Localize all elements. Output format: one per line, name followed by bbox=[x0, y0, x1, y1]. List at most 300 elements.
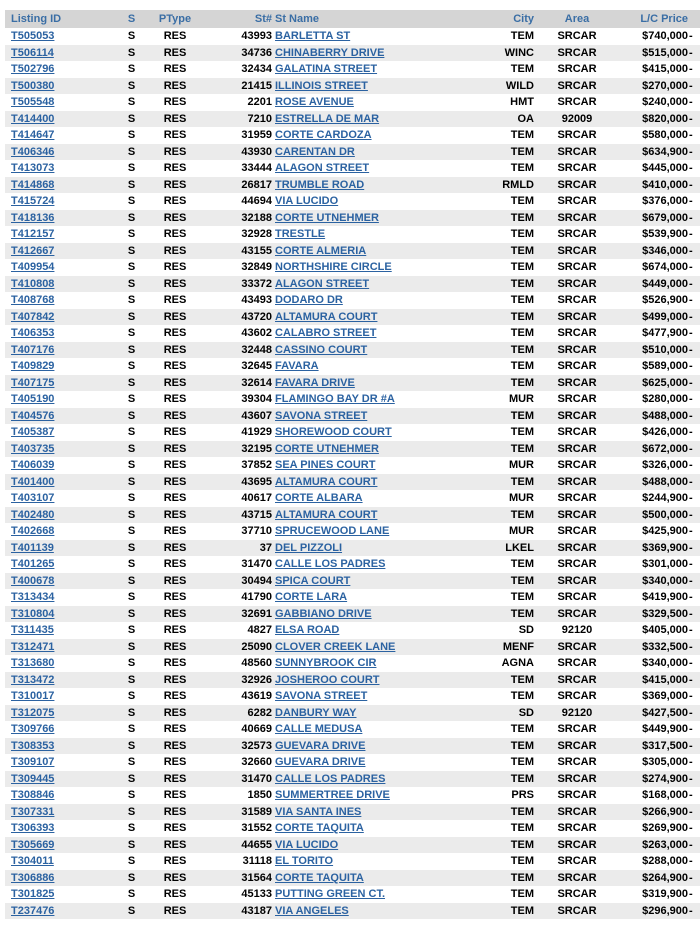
listing-id-link[interactable]: T405387 bbox=[11, 426, 55, 438]
st-name-link[interactable]: ALTAMURA COURT bbox=[275, 310, 378, 323]
cell-s: S bbox=[127, 838, 136, 851]
table-row bbox=[5, 754, 700, 771]
st-name-link[interactable]: CLOVER CREEK LANE bbox=[275, 640, 396, 653]
listing-id-link[interactable]: T414647 bbox=[11, 129, 55, 141]
cell-listing-id bbox=[5, 540, 118, 557]
st-name-link[interactable]: ALTAMURA COURT bbox=[275, 508, 378, 521]
cell-area: SRCAR bbox=[557, 657, 597, 669]
st-name-link[interactable]: CORTE TAQUITA bbox=[275, 822, 364, 834]
price-suffix: - bbox=[689, 591, 693, 603]
st-name-link[interactable]: VIA SANTA INES bbox=[275, 805, 362, 818]
cell-area: 92009 bbox=[561, 112, 593, 125]
listing-id-link[interactable]: T312471 bbox=[11, 640, 55, 653]
cell-st-num: 31589 bbox=[241, 805, 272, 818]
st-name-link[interactable]: CALLE LOS PADRES bbox=[275, 772, 386, 785]
st-name-link[interactable]: NORTHSHIRE CIRCLE bbox=[275, 261, 392, 273]
st-name-link[interactable]: ROSE AVENUE bbox=[275, 96, 354, 108]
cell-city: TEM bbox=[510, 607, 534, 620]
cell-price: $168,000 bbox=[642, 789, 688, 801]
listing-id-link[interactable]: T506114 bbox=[11, 46, 54, 59]
listing-id-link[interactable]: T505548 bbox=[11, 96, 55, 108]
listing-id-link[interactable]: T407176 bbox=[11, 343, 55, 356]
cell-s: S bbox=[127, 690, 136, 702]
cell-city: MUR bbox=[508, 459, 534, 471]
cell-ptype: RES bbox=[163, 822, 187, 834]
st-name-link[interactable]: SHOREWOOD COURT bbox=[275, 426, 392, 438]
listing-id-link[interactable]: T406346 bbox=[11, 145, 55, 158]
listing-id-link[interactable]: T306886 bbox=[11, 871, 55, 884]
st-name-link[interactable]: CORTE UTNEHMER bbox=[275, 442, 379, 455]
cell-st-name bbox=[272, 540, 462, 557]
cell-ptype: RES bbox=[163, 79, 187, 92]
cell-listing-id bbox=[5, 589, 118, 606]
cell-listing-id bbox=[5, 672, 118, 689]
listing-id-link[interactable]: T402480 bbox=[11, 508, 55, 521]
st-name-link[interactable]: CORTE ALMERIA bbox=[275, 244, 367, 257]
column-header-area[interactable]: Area bbox=[564, 13, 590, 25]
cell-ptype: RES bbox=[163, 640, 187, 653]
cell-st-name bbox=[272, 787, 462, 804]
table-row bbox=[5, 853, 700, 870]
cell-st-num: 48560 bbox=[241, 657, 272, 669]
st-name-link[interactable]: SAVONA STREET bbox=[275, 409, 368, 422]
listing-id-link[interactable]: T404576 bbox=[11, 409, 55, 422]
cell-listing-id bbox=[5, 144, 118, 161]
cell-st-name bbox=[272, 144, 462, 161]
cell-listing-id bbox=[5, 870, 118, 887]
cell-s: S bbox=[127, 63, 136, 75]
st-name-link[interactable]: ESTRELLA DE MAR bbox=[275, 112, 380, 125]
listing-id-link[interactable]: T500380 bbox=[11, 79, 55, 92]
listing-id-link[interactable]: T412667 bbox=[11, 244, 55, 257]
st-name-link[interactable]: CORTE ALBARA bbox=[275, 492, 363, 504]
cell-st-num: 32645 bbox=[241, 360, 272, 372]
cell-s: S bbox=[127, 393, 136, 405]
cell-city: SD bbox=[518, 706, 534, 719]
listing-id-link[interactable]: T409954 bbox=[11, 261, 55, 273]
price-suffix: - bbox=[689, 690, 693, 702]
st-name-link[interactable]: FLAMINGO BAY DR #A bbox=[275, 393, 395, 405]
listing-id-link[interactable]: T308846 bbox=[11, 789, 55, 801]
cell-s: S bbox=[127, 525, 136, 537]
cell-st-name bbox=[272, 738, 462, 755]
st-name-link[interactable]: TRUMBLE ROAD bbox=[275, 178, 365, 191]
cell-s: S bbox=[127, 360, 136, 372]
st-name-link[interactable]: GUEVARA DRIVE bbox=[275, 756, 366, 768]
cell-ptype: RES bbox=[163, 162, 187, 174]
price-suffix: - bbox=[689, 442, 693, 455]
cell-st-num: 31470 bbox=[241, 558, 272, 570]
cell-ptype: RES bbox=[163, 558, 187, 570]
column-header-st-num[interactable]: St# bbox=[254, 13, 272, 25]
cell-st-num: 37 bbox=[259, 541, 272, 554]
st-name-link[interactable]: ELSA ROAD bbox=[275, 624, 340, 636]
cell-city: TEM bbox=[510, 343, 534, 356]
listing-id-link[interactable]: T403107 bbox=[11, 492, 55, 504]
listing-id-link[interactable]: T403735 bbox=[11, 442, 55, 455]
listing-id-link[interactable]: T405190 bbox=[11, 393, 55, 405]
listing-id-link[interactable]: T505053 bbox=[11, 30, 55, 42]
cell-listing-id bbox=[5, 738, 118, 755]
st-name-link[interactable]: SAVONA STREET bbox=[275, 690, 368, 702]
table-row bbox=[5, 705, 700, 722]
cell-st-num: 33372 bbox=[241, 277, 272, 290]
cell-listing-id bbox=[5, 375, 118, 392]
listing-id-link[interactable]: T305669 bbox=[11, 838, 55, 851]
cell-st-num: 32434 bbox=[241, 63, 272, 75]
cell-st-num: 6282 bbox=[247, 706, 272, 719]
st-name-link[interactable]: CHINABERRY DRIVE bbox=[275, 46, 385, 59]
column-header-price[interactable]: L/C Price bbox=[640, 13, 688, 25]
cell-area: SRCAR bbox=[557, 459, 597, 471]
table-row bbox=[5, 160, 700, 177]
st-name-link[interactable]: CALLE LOS PADRES bbox=[275, 558, 386, 570]
price-suffix: - bbox=[689, 739, 693, 752]
listing-id-link[interactable]: T502796 bbox=[11, 63, 55, 75]
st-name-link[interactable]: SPRUCEWOOD LANE bbox=[275, 525, 390, 537]
st-name-link[interactable]: CORTE LARA bbox=[275, 591, 348, 603]
column-header-st-name[interactable]: St Name bbox=[275, 13, 320, 25]
cell-st-name bbox=[272, 292, 462, 309]
table-row bbox=[5, 391, 700, 408]
listing-id-link[interactable]: T414400 bbox=[11, 112, 55, 125]
cell-price: $240,000 bbox=[642, 96, 688, 108]
cell-price: $488,000 bbox=[642, 475, 688, 488]
cell-ptype: RES bbox=[163, 360, 187, 372]
st-name-link[interactable]: ALAGON STREET bbox=[275, 162, 370, 174]
price-suffix: - bbox=[689, 541, 693, 554]
listing-id-link[interactable]: T313680 bbox=[11, 657, 55, 669]
cell-listing-id bbox=[5, 490, 118, 507]
column-header-city[interactable]: City bbox=[513, 13, 534, 25]
cell-ptype: RES bbox=[163, 805, 187, 818]
listing-id-link[interactable]: T406039 bbox=[11, 459, 55, 471]
cell-st-num: 21415 bbox=[241, 79, 272, 92]
cell-s: S bbox=[127, 277, 136, 290]
cell-s: S bbox=[127, 558, 136, 570]
st-name-link[interactable]: CORTE UTNEHMER bbox=[275, 211, 379, 224]
cell-city: TEM bbox=[510, 739, 534, 752]
st-name-link[interactable]: PUTTING GREEN CT. bbox=[275, 888, 386, 900]
table-row bbox=[5, 771, 700, 788]
listing-id-link[interactable]: T414868 bbox=[11, 178, 55, 191]
listing-id-link[interactable]: T401265 bbox=[11, 558, 55, 570]
cell-s: S bbox=[127, 657, 136, 669]
cell-area: SRCAR bbox=[557, 63, 597, 75]
cell-city: TEM bbox=[510, 145, 534, 158]
cell-ptype: RES bbox=[163, 756, 187, 768]
cell-ptype: RES bbox=[163, 541, 187, 554]
listing-id-link[interactable]: T313434 bbox=[11, 591, 55, 603]
cell-s: S bbox=[127, 228, 136, 240]
cell-ptype: RES bbox=[163, 327, 187, 339]
table-row bbox=[5, 787, 700, 804]
cell-s: S bbox=[127, 706, 136, 719]
st-name-link[interactable]: SEA PINES COURT bbox=[275, 459, 376, 471]
st-name-link[interactable]: BARLETTA ST bbox=[275, 30, 351, 42]
price-suffix: - bbox=[689, 888, 693, 900]
cell-ptype: RES bbox=[163, 129, 187, 141]
cell-city: HMT bbox=[510, 96, 534, 108]
cell-area: SRCAR bbox=[557, 690, 597, 702]
st-name-link[interactable]: GABBIANO DRIVE bbox=[275, 607, 372, 620]
cell-s: S bbox=[127, 343, 136, 356]
st-name-link[interactable]: ALTAMURA COURT bbox=[275, 475, 378, 488]
listing-id-link[interactable]: T418136 bbox=[11, 211, 55, 224]
st-name-link[interactable]: CASSINO COURT bbox=[275, 343, 368, 356]
price-suffix: - bbox=[689, 640, 693, 653]
cell-area: SRCAR bbox=[557, 888, 597, 900]
cell-ptype: RES bbox=[163, 525, 187, 537]
cell-st-name bbox=[272, 177, 462, 194]
price-suffix: - bbox=[689, 624, 693, 636]
st-name-link[interactable]: GUEVARA DRIVE bbox=[275, 739, 366, 752]
listing-id-link[interactable]: T311435 bbox=[11, 624, 54, 636]
st-name-link[interactable]: CARENTAN DR bbox=[275, 145, 355, 158]
cell-listing-id bbox=[5, 210, 118, 227]
st-name-link[interactable]: CALABRO STREET bbox=[275, 327, 377, 339]
cell-st-num: 30494 bbox=[241, 574, 272, 587]
cell-listing-id bbox=[5, 441, 118, 458]
st-name-link[interactable]: CALLE MEDUSA bbox=[275, 723, 363, 735]
cell-ptype: RES bbox=[163, 657, 187, 669]
cell-area: SRCAR bbox=[557, 805, 597, 818]
listing-id-link[interactable]: T306393 bbox=[11, 822, 55, 834]
cell-st-num: 32195 bbox=[241, 442, 272, 455]
cell-city: TEM bbox=[510, 63, 534, 75]
cell-st-name bbox=[272, 441, 462, 458]
cell-ptype: RES bbox=[163, 409, 187, 422]
cell-ptype: RES bbox=[163, 706, 187, 719]
cell-area: SRCAR bbox=[557, 228, 597, 240]
listing-id-link[interactable]: T309445 bbox=[11, 772, 55, 785]
cell-st-name bbox=[272, 226, 462, 243]
cell-city: MENF bbox=[502, 640, 534, 653]
cell-city: LKEL bbox=[505, 541, 534, 554]
cell-area: SRCAR bbox=[557, 855, 597, 867]
cell-city: TEM bbox=[510, 888, 534, 900]
cell-area: 92120 bbox=[561, 624, 593, 636]
listing-id-link[interactable]: T313472 bbox=[11, 673, 55, 686]
cell-ptype: RES bbox=[163, 772, 187, 785]
table-row bbox=[5, 507, 700, 524]
cell-price: $340,000 bbox=[642, 657, 688, 669]
cell-city: TEM bbox=[510, 723, 534, 735]
table-row bbox=[5, 655, 700, 672]
cell-listing-id bbox=[5, 111, 118, 128]
cell-s: S bbox=[127, 871, 136, 884]
cell-price: $346,000 bbox=[642, 244, 688, 257]
cell-price: $820,000 bbox=[642, 112, 688, 125]
cell-s: S bbox=[127, 162, 136, 174]
cell-area: SRCAR bbox=[557, 574, 597, 587]
listing-id-link[interactable]: T310017 bbox=[11, 690, 55, 702]
cell-st-name bbox=[272, 424, 462, 441]
cell-listing-id bbox=[5, 606, 118, 623]
cell-listing-id bbox=[5, 358, 118, 375]
cell-city: MUR bbox=[508, 393, 534, 405]
listing-id-link[interactable]: T406353 bbox=[11, 327, 55, 339]
price-suffix: - bbox=[689, 310, 693, 323]
cell-area: SRCAR bbox=[557, 442, 597, 455]
price-suffix: - bbox=[689, 855, 693, 867]
price-suffix: - bbox=[689, 805, 693, 818]
price-suffix: - bbox=[689, 459, 693, 471]
cell-city: TEM bbox=[510, 277, 534, 290]
listing-id-link[interactable]: T409829 bbox=[11, 360, 55, 372]
price-suffix: - bbox=[689, 426, 693, 438]
cell-s: S bbox=[127, 294, 136, 306]
listing-id-link[interactable]: T413073 bbox=[11, 162, 55, 174]
cell-st-num: 43187 bbox=[241, 904, 272, 917]
cell-city: TEM bbox=[510, 261, 534, 273]
cell-city: MUR bbox=[508, 525, 534, 537]
listing-id-link[interactable]: T309107 bbox=[11, 756, 55, 768]
st-name-link[interactable]: ILLINOIS STREET bbox=[275, 79, 368, 92]
cell-st-num: 40669 bbox=[241, 723, 272, 735]
cell-s: S bbox=[127, 805, 136, 818]
cell-city: RMLD bbox=[502, 178, 534, 191]
cell-price: $515,000 bbox=[642, 46, 688, 59]
st-name-link[interactable]: DEL PIZZOLI bbox=[275, 541, 343, 554]
cell-s: S bbox=[127, 327, 136, 339]
st-name-link[interactable]: CORTE CARDOZA bbox=[275, 129, 372, 141]
listing-id-link[interactable]: T412157 bbox=[11, 228, 55, 240]
listing-id-link[interactable]: T312075 bbox=[11, 706, 55, 719]
cell-ptype: RES bbox=[163, 723, 187, 735]
st-name-link[interactable]: VIA LUCIDO bbox=[275, 838, 339, 851]
price-suffix: - bbox=[689, 79, 693, 92]
st-name-link[interactable]: SUNNYBROOK CIR bbox=[275, 657, 377, 669]
cell-price: $425,900 bbox=[642, 525, 688, 537]
listing-id-link[interactable]: T310804 bbox=[11, 607, 55, 620]
cell-price: $405,000 bbox=[642, 624, 688, 636]
listing-id-link[interactable]: T309766 bbox=[11, 723, 55, 735]
price-suffix: - bbox=[689, 244, 693, 257]
listing-id-link[interactable]: T415724 bbox=[11, 195, 55, 207]
listing-id-link[interactable]: T407842 bbox=[11, 310, 55, 323]
column-header-ptype[interactable]: PType bbox=[158, 13, 192, 25]
cell-st-num: 43930 bbox=[241, 145, 272, 158]
listings-table bbox=[5, 10, 700, 919]
st-name-link[interactable]: DODARO DR bbox=[275, 294, 343, 306]
cell-area: SRCAR bbox=[557, 789, 597, 801]
cell-price: $415,000 bbox=[642, 673, 688, 686]
cell-st-name bbox=[272, 589, 462, 606]
listing-id-link[interactable]: T408768 bbox=[11, 294, 55, 306]
cell-ptype: RES bbox=[163, 178, 187, 191]
cell-st-name bbox=[272, 903, 462, 920]
cell-listing-id bbox=[5, 193, 118, 210]
cell-s: S bbox=[127, 96, 136, 108]
price-suffix: - bbox=[689, 360, 693, 372]
table-row bbox=[5, 523, 700, 540]
listing-id-link[interactable]: T407175 bbox=[11, 376, 55, 389]
cell-st-name bbox=[272, 754, 462, 771]
cell-price: $419,900 bbox=[642, 591, 688, 603]
table-row bbox=[5, 45, 700, 62]
listing-id-link[interactable]: T308353 bbox=[11, 739, 55, 752]
cell-s: S bbox=[127, 591, 136, 603]
price-suffix: - bbox=[689, 574, 693, 587]
st-name-link[interactable]: GALATINA STREET bbox=[275, 63, 378, 75]
cell-area: SRCAR bbox=[557, 640, 597, 653]
cell-s: S bbox=[127, 145, 136, 158]
st-name-link[interactable]: CORTE TAQUITA bbox=[275, 871, 364, 884]
cell-listing-id bbox=[5, 622, 118, 639]
cell-st-num: 33444 bbox=[241, 162, 272, 174]
listing-id-link[interactable]: T400678 bbox=[11, 574, 55, 587]
column-header-listing-id[interactable]: Listing ID bbox=[11, 13, 62, 25]
cell-ptype: RES bbox=[163, 393, 187, 405]
cell-area: SRCAR bbox=[557, 178, 597, 191]
st-name-link[interactable]: FAVARA DRIVE bbox=[275, 376, 355, 389]
listing-id-link[interactable]: T237476 bbox=[11, 904, 55, 917]
listing-id-link[interactable]: T402668 bbox=[11, 525, 55, 537]
cell-st-name bbox=[272, 672, 462, 689]
price-suffix: - bbox=[689, 508, 693, 521]
cell-price: $445,000 bbox=[642, 162, 688, 174]
cell-ptype: RES bbox=[163, 228, 187, 240]
cell-st-num: 40617 bbox=[241, 492, 272, 504]
table-row bbox=[5, 177, 700, 194]
cell-st-num: 25090 bbox=[241, 640, 272, 653]
cell-s: S bbox=[127, 855, 136, 867]
listing-id-link[interactable]: T301825 bbox=[11, 888, 55, 900]
st-name-link[interactable]: TRESTLE bbox=[275, 228, 326, 240]
listing-id-link[interactable]: T304011 bbox=[11, 855, 54, 867]
cell-st-num: 44655 bbox=[241, 838, 272, 851]
st-name-link[interactable]: SUMMERTREE DRIVE bbox=[275, 789, 390, 801]
cell-st-name bbox=[272, 804, 462, 821]
listing-id-link[interactable]: T307331 bbox=[11, 805, 55, 818]
cell-city: TEM bbox=[510, 475, 534, 488]
cell-st-name bbox=[272, 325, 462, 342]
cell-area: SRCAR bbox=[557, 822, 597, 834]
st-name-link[interactable]: ALAGON STREET bbox=[275, 277, 370, 290]
st-name-link[interactable]: VIA ANGELES bbox=[275, 904, 349, 917]
cell-st-name bbox=[272, 358, 462, 375]
cell-area: SRCAR bbox=[557, 261, 597, 273]
table-row bbox=[5, 61, 700, 78]
st-name-link[interactable]: DANBURY WAY bbox=[275, 706, 357, 719]
listing-id-link[interactable]: T410808 bbox=[11, 277, 55, 290]
cell-listing-id bbox=[5, 804, 118, 821]
cell-price: $369,900 bbox=[642, 541, 688, 554]
cell-city: TEM bbox=[510, 310, 534, 323]
listing-id-link[interactable]: T401139 bbox=[11, 541, 54, 554]
cell-price: $266,900 bbox=[642, 805, 688, 818]
cell-price: $580,000 bbox=[642, 129, 688, 141]
st-name-link[interactable]: FAVARA bbox=[275, 360, 319, 372]
st-name-link[interactable]: JOSHEROO COURT bbox=[275, 673, 380, 686]
cell-st-num: 26817 bbox=[241, 178, 272, 191]
st-name-link[interactable]: SPICA COURT bbox=[275, 574, 351, 587]
st-name-link[interactable]: VIA LUCIDO bbox=[275, 195, 339, 207]
cell-area: SRCAR bbox=[557, 607, 597, 620]
table-row bbox=[5, 639, 700, 656]
cell-ptype: RES bbox=[163, 690, 187, 702]
cell-ptype: RES bbox=[163, 855, 187, 867]
cell-s: S bbox=[127, 129, 136, 141]
st-name-link[interactable]: EL TORITO bbox=[275, 855, 334, 867]
cell-s: S bbox=[127, 739, 136, 752]
listing-id-link[interactable]: T401400 bbox=[11, 475, 55, 488]
price-suffix: - bbox=[689, 129, 693, 141]
cell-city: TEM bbox=[510, 904, 534, 917]
column-header-s[interactable]: S bbox=[127, 13, 136, 25]
cell-listing-id bbox=[5, 771, 118, 788]
